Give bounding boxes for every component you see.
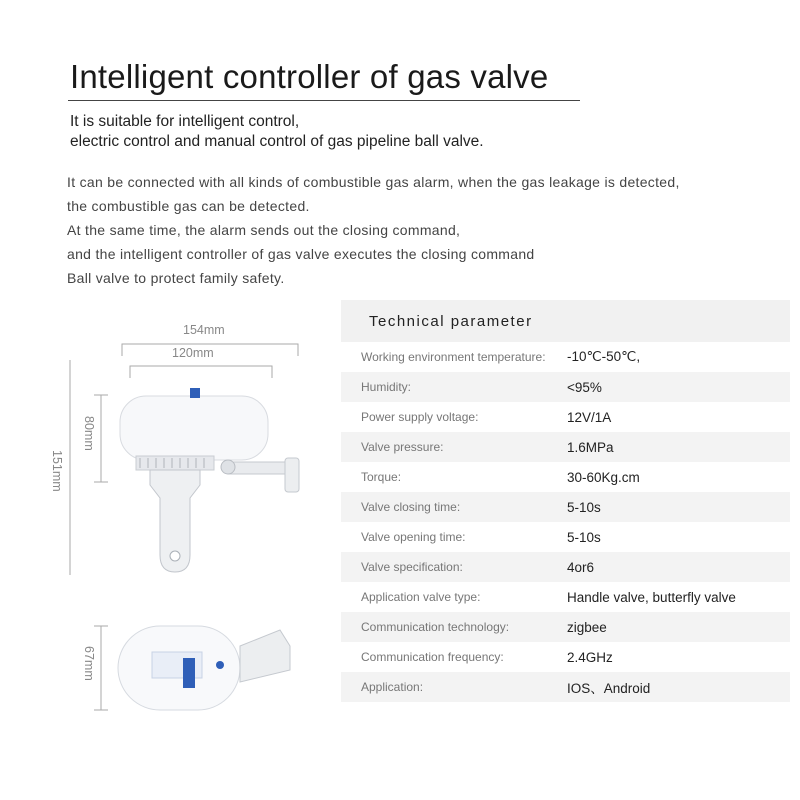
parameter-name: Torque: (361, 470, 402, 484)
parameter-name: Application valve type: (361, 590, 481, 604)
parameter-value: 5-10s (567, 529, 601, 545)
title-underline (68, 100, 580, 101)
parameter-value: <95% (567, 379, 602, 395)
parameter-name: Working environment temperature: (361, 350, 546, 364)
description-line: the combustible gas can be detected. (67, 198, 310, 214)
parameter-value: 12V/1A (567, 409, 612, 425)
technical-parameter-table (341, 300, 790, 702)
table-row (341, 342, 790, 372)
table-row (341, 582, 790, 612)
parameter-name: Valve opening time: (361, 530, 466, 544)
parameter-name: Application: (361, 680, 424, 694)
parameter-value: 5-10s (567, 499, 601, 515)
parameter-name: Power supply voltage: (361, 410, 479, 424)
parameter-value: 1.6MPa (567, 439, 614, 455)
subtitle (70, 112, 484, 152)
parameter-value: IOS、Android (567, 681, 651, 696)
parameter-value: 4or6 (567, 559, 595, 575)
table-row (341, 672, 790, 702)
dimension-height-body: 80mm (82, 416, 96, 451)
table-row (341, 372, 790, 402)
parameter-name: Valve specification: (361, 560, 463, 574)
parameter-value: 2.4GHz (567, 649, 613, 665)
parameter-value: zigbee (567, 619, 607, 635)
subtitle-line: electric control and manual control of gas pipeline ball valve. (70, 133, 484, 150)
description-line: and the intelligent controller of gas valve executes the closing command (67, 246, 535, 262)
page-title: Intelligent controller of gas valve (70, 58, 549, 95)
table-row (341, 552, 790, 582)
parameter-name: Valve closing time: (361, 500, 461, 514)
table-heading: Technical parameter (341, 300, 790, 342)
description-line: It can be connected with all kinds of combustible gas alarm, when the gas leakage is detected, (67, 174, 680, 190)
subtitle-line: It is suitable for intelligent control, (70, 113, 300, 130)
table-row (341, 522, 790, 552)
product-diagram (40, 310, 330, 730)
table-row (341, 492, 790, 522)
dimension-height-total: 151mm (50, 450, 64, 492)
dimension-width-outer: 154mm (183, 323, 225, 337)
table-row (341, 612, 790, 642)
description (67, 170, 680, 290)
parameter-name: Communication technology: (361, 620, 510, 634)
dimension-depth: 67mm (82, 646, 96, 681)
table-row (341, 432, 790, 462)
parameter-value: 30-60Kg.cm (567, 469, 640, 485)
dimension-width-inner: 120mm (172, 346, 214, 360)
parameter-name: Humidity: (361, 380, 412, 394)
table-row (341, 462, 790, 492)
parameter-name: Valve pressure: (361, 440, 444, 454)
table-row (341, 642, 790, 672)
parameter-value: -10℃-50℃, (567, 349, 641, 364)
table-row (341, 402, 790, 432)
parameter-name: Communication frequency: (361, 650, 504, 664)
description-line: At the same time, the alarm sends out the closing command, (67, 222, 461, 238)
description-line: Ball valve to protect family safety. (67, 270, 285, 286)
parameter-value: Handle valve, butterfly valve (567, 589, 736, 605)
